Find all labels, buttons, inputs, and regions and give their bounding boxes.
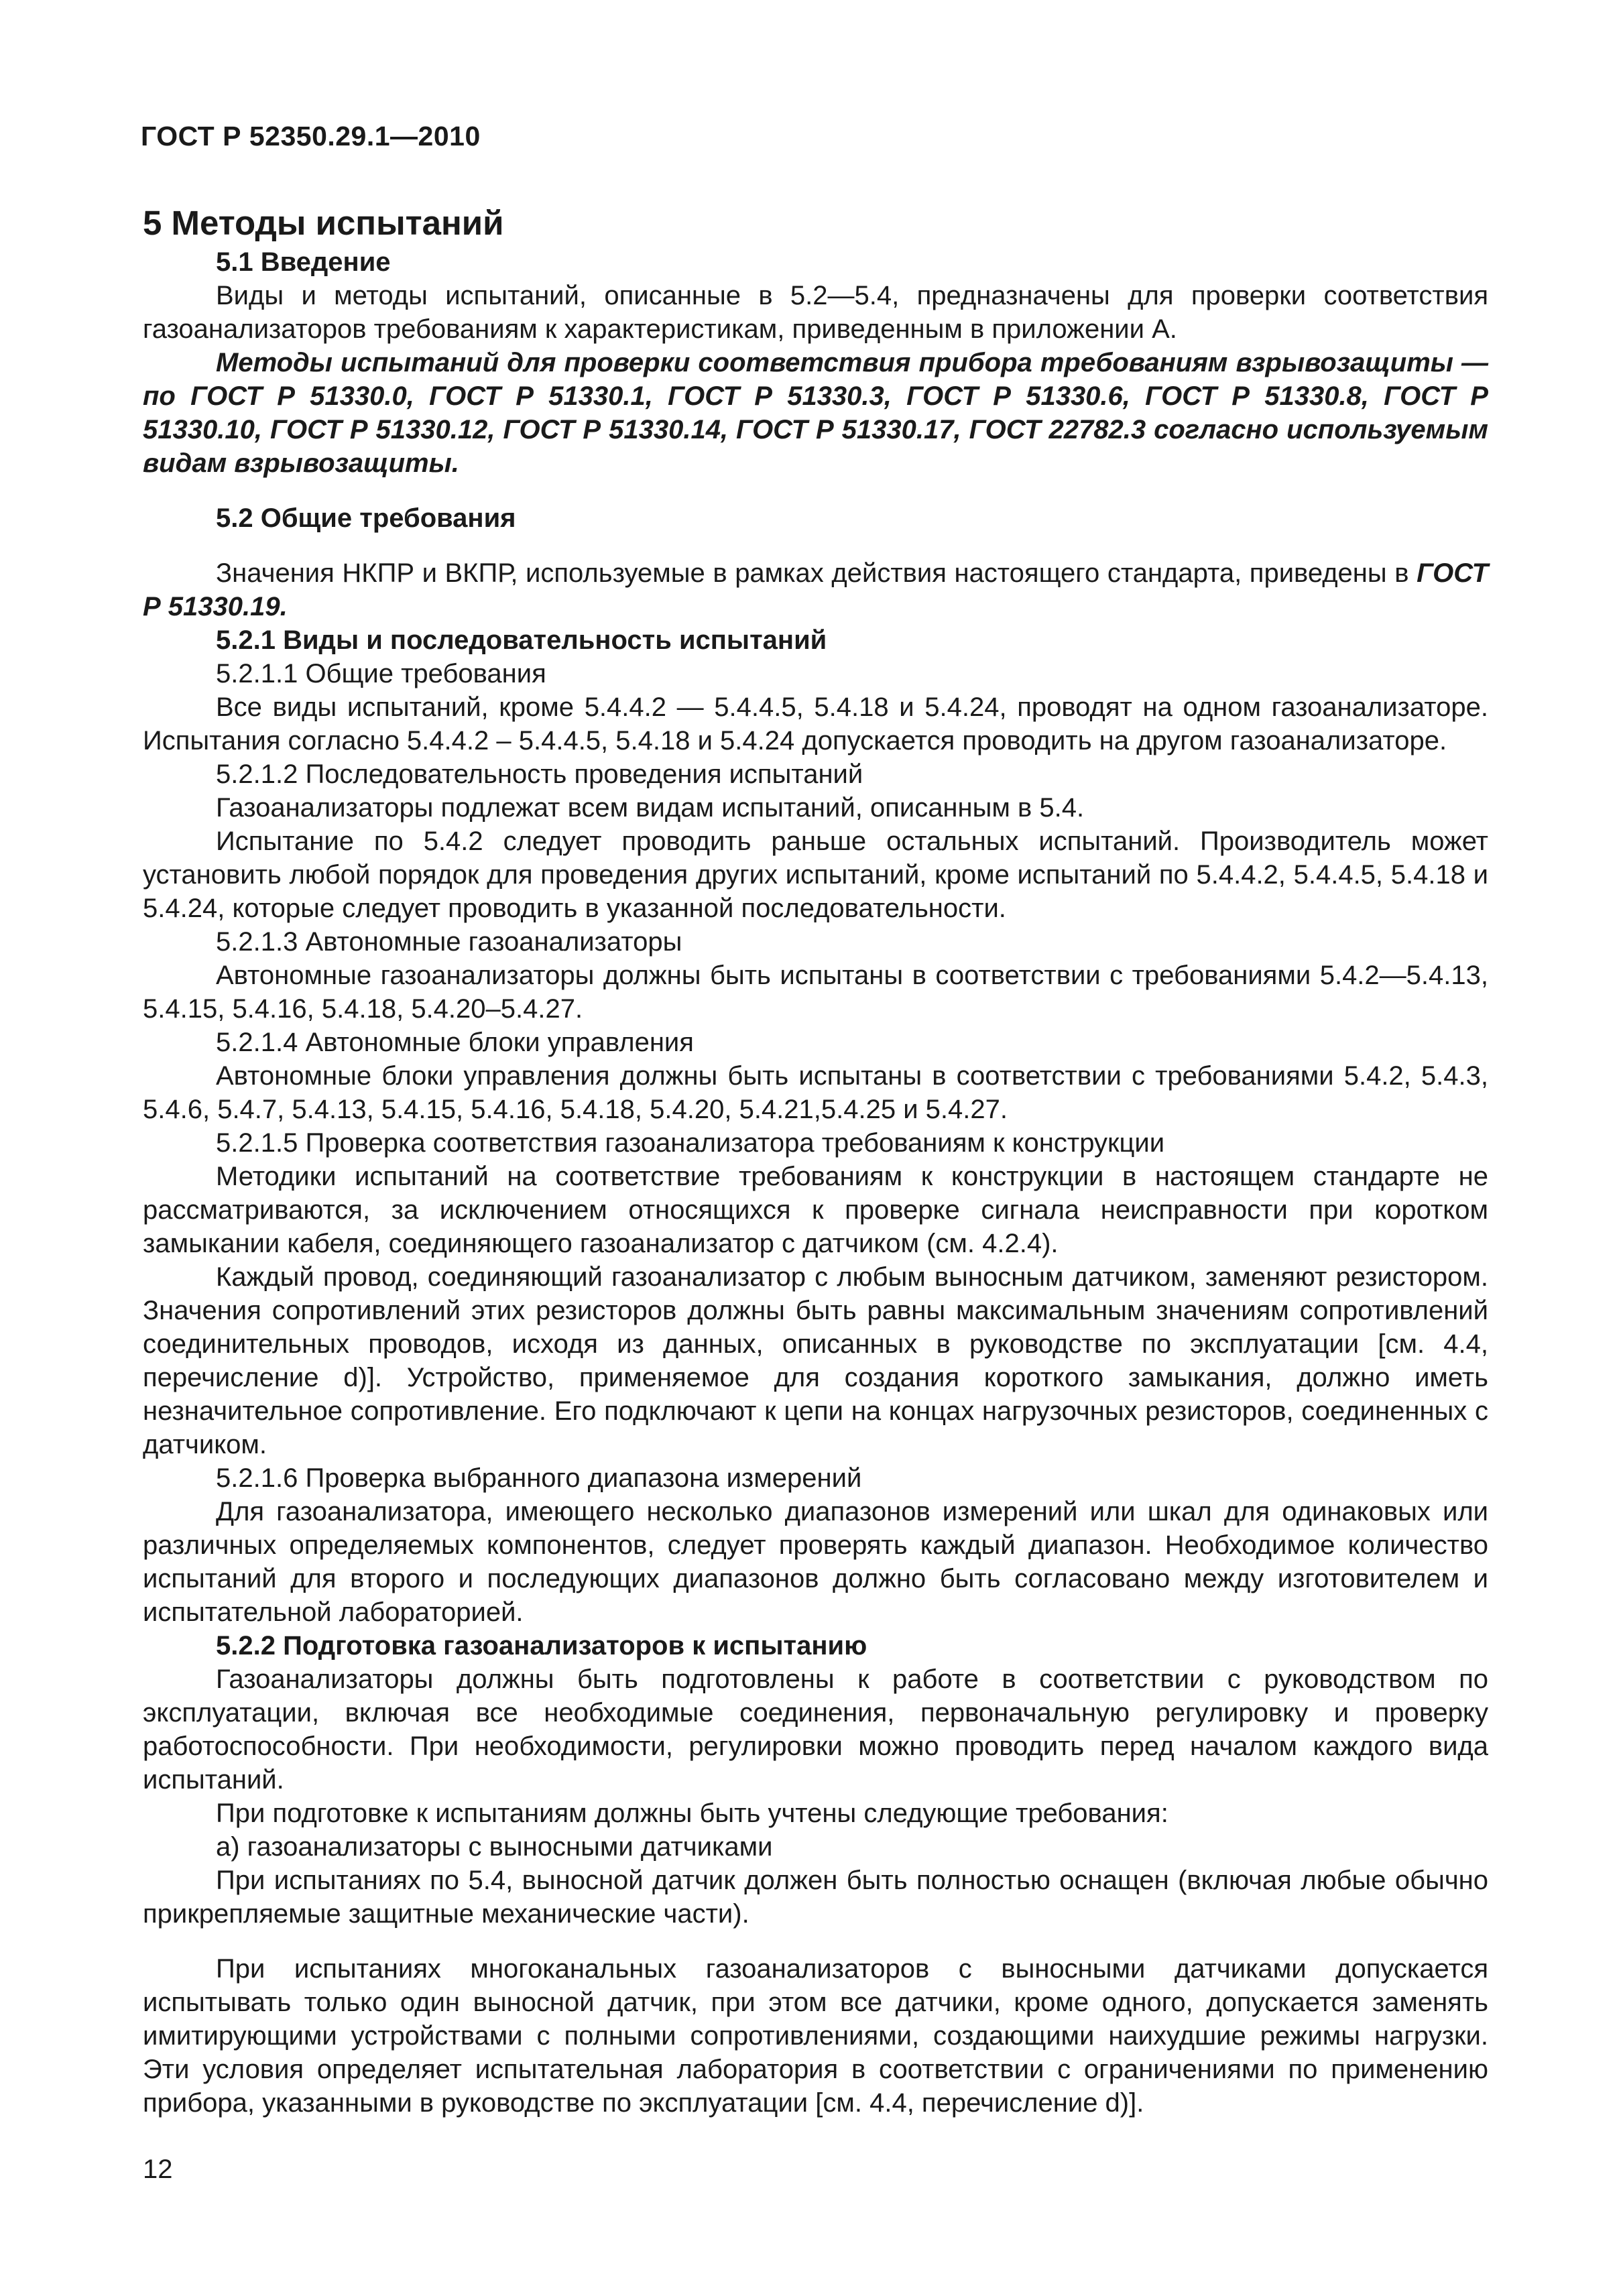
paragraph-5-2-1-3: Автономные газоанализаторы должны быть испытаны в соответствии с требованиями 5.4.2—5.4.13, 5.4.15, 5.4.16, 5.4.18, 5.4.20–5.4.27.: [143, 961, 1488, 1024]
document-body: [143, 201, 1488, 2120]
paragraph-5-2-1-4: Автономные блоки управления должны быть испытаны в соответствии с требованиями 5.4.2, 5.4.3, 5.4.6, 5.4.7, 5.4.13, 5.4.15, 5.4.16, 5.4.18, 5.4.20, 5.4.21,5.4.25 и 5.4.27.: [143, 1061, 1488, 1124]
paragraph-5-2-2-a: Газоанализаторы должны быть подготовлены к работе в соответствии с руководством по эксплуатации, включая все необходимые соединения, первоначальную регулировку и проверку работоспособности. При необходимости, регулировки можно проводить перед началом каждого вида испытаний.: [143, 1665, 1488, 1795]
paragraph-5-2-limits-text: Значения НКПР и ВКПР, используемые в рамках действия настоящего стандарта, приведены в: [216, 558, 1417, 588]
gost-reference-link: ГОСТ Р 51330.19.: [143, 558, 1488, 621]
paragraph-5-2-2-c: При испытаниях по 5.4, выносной датчик должен быть полностью оснащен (включая любые обычно прикрепляемые защитные механические части).: [143, 1866, 1488, 1929]
heading-5-1: 5.1 Введение: [216, 247, 391, 277]
paragraph-5-2-1-2-a: Газоанализаторы подлежат всем видам испытаний, описанным в 5.4.: [216, 793, 1085, 823]
paragraph-5-2-limits: [143, 556, 1488, 623]
paragraph-5-2-1-2-b: Испытание по 5.4.2 следует проводить раньше остальных испытаний. Производитель может установить любой порядок для проведения других испытаний, кроме испытаний по 5.4.4.2, 5.4.4.5, 5.4.18 и 5.4.24, которые следует проводить в указанной последовательности.: [143, 827, 1488, 923]
heading-5-2-1-4: 5.2.1.4 Автономные блоки управления: [216, 1028, 694, 1057]
heading-5-2-1-1: 5.2.1.1 Общие требования: [216, 659, 546, 688]
heading-5-2-1-5: 5.2.1.5 Проверка соответствия газоанализатора требованиям к конструкции: [216, 1128, 1165, 1158]
heading-5-2-2: 5.2.2 Подготовка газоанализаторов к испытанию: [216, 1631, 867, 1660]
heading-5-2-1-6: 5.2.1.6 Проверка выбранного диапазона измерений: [216, 1463, 862, 1493]
list-item-a: а) газоанализаторы с выносными датчиками: [216, 1832, 773, 1862]
paragraph-5-1-intro: Виды и методы испытаний, описанные в 5.2—5.4, предназначены для проверки соответствия газоанализаторов требованиям к характеристикам, приведенным в приложении А.: [143, 281, 1488, 344]
heading-5-2: 5.2 Общие требования: [216, 503, 516, 533]
paragraph-5-1-explosion-protection: Методы испытаний для проверки соответствия прибора требованиям взрывозащиты — по ГОСТ Р 51330.0, ГОСТ Р 51330.1, ГОСТ Р 51330.3, ГОСТ Р 51330.6, ГОСТ Р 51330.8, ГОСТ Р 51330.10, ГОСТ Р 51330.12, ГОСТ Р 51330.14, ГОСТ Р 51330.17, ГОСТ 22782.3 согласно используемым видам взрывозащиты.: [143, 348, 1488, 478]
paragraph-5-2-1-6: Для газоанализатора, имеющего несколько диапазонов измерений или шкал для одинаковых или различных определяемых компонентов, следует проверять каждый диапазон. Необходимое количество испытаний для второго и последующих диапазонов должно быть согласовано между изготовителем и испытательной лабораторией.: [143, 1497, 1488, 1627]
paragraph-5-2-1-5-a: Методики испытаний на соответствие требованиям к конструкции в настоящем стандарте не рассматриваются, за исключением относящихся к проверке сигнала неисправности при коротком замыкании кабеля, соединяющего газоанализатор с датчиком (см. 4.2.4).: [143, 1162, 1488, 1258]
paragraph-5-2-2-d: При испытаниях многоканальных газоанализаторов с выносными датчиками допускается испытывать только один выносной датчик, при этом все датчики, кроме одного, допускается заменять имитирующими устройствами с полными сопротивлениями, создающими наихудшие режимы нагрузки. Эти условия определяет испытательная лаборатория в соответствии с ограничениями по применению прибора, указанными в руководстве по эксплуатации [см. 4.4, перечисление d)].: [143, 1954, 1488, 2118]
standard-header: ГОСТ Р 52350.29.1—2010: [141, 121, 481, 152]
paragraph-5-2-2-b: При подготовке к испытаниям должны быть учтены следующие требования:: [216, 1799, 1168, 1828]
paragraph-5-2-1-5-b: Каждый провод, соединяющий газоанализатор с любым выносным датчиком, заменяют резистором. Значения сопротивлений этих резисторов должны быть равны максимальным значениям сопротивлений соединительных проводов, исходя из данных, описанных в руководстве по эксплуатации [см. 4.4, перечисление d)]. Устройство, применяемое для создания короткого замыкания, должно иметь незначительное сопротивление. Его подключают к цепи на концах нагрузочных резисторов, соединенных с датчиком.: [143, 1262, 1488, 1459]
heading-5-2-1-3: 5.2.1.3 Автономные газоанализаторы: [216, 927, 682, 957]
section-title: 5 Методы испытаний: [143, 204, 504, 242]
heading-5-2-1: 5.2.1 Виды и последовательность испытаний: [216, 625, 827, 655]
paragraph-5-2-1-1: Все виды испытаний, кроме 5.4.4.2 — 5.4.4.5, 5.4.18 и 5.4.24, проводят на одном газоанализаторе. Испытания согласно 5.4.4.2 – 5.4.4.5, 5.4.18 и 5.4.24 допускается проводить на другом газоанализаторе.: [143, 692, 1488, 756]
heading-5-2-1-2: 5.2.1.2 Последовательность проведения испытаний: [216, 760, 863, 789]
page-number: 12: [143, 2155, 173, 2184]
